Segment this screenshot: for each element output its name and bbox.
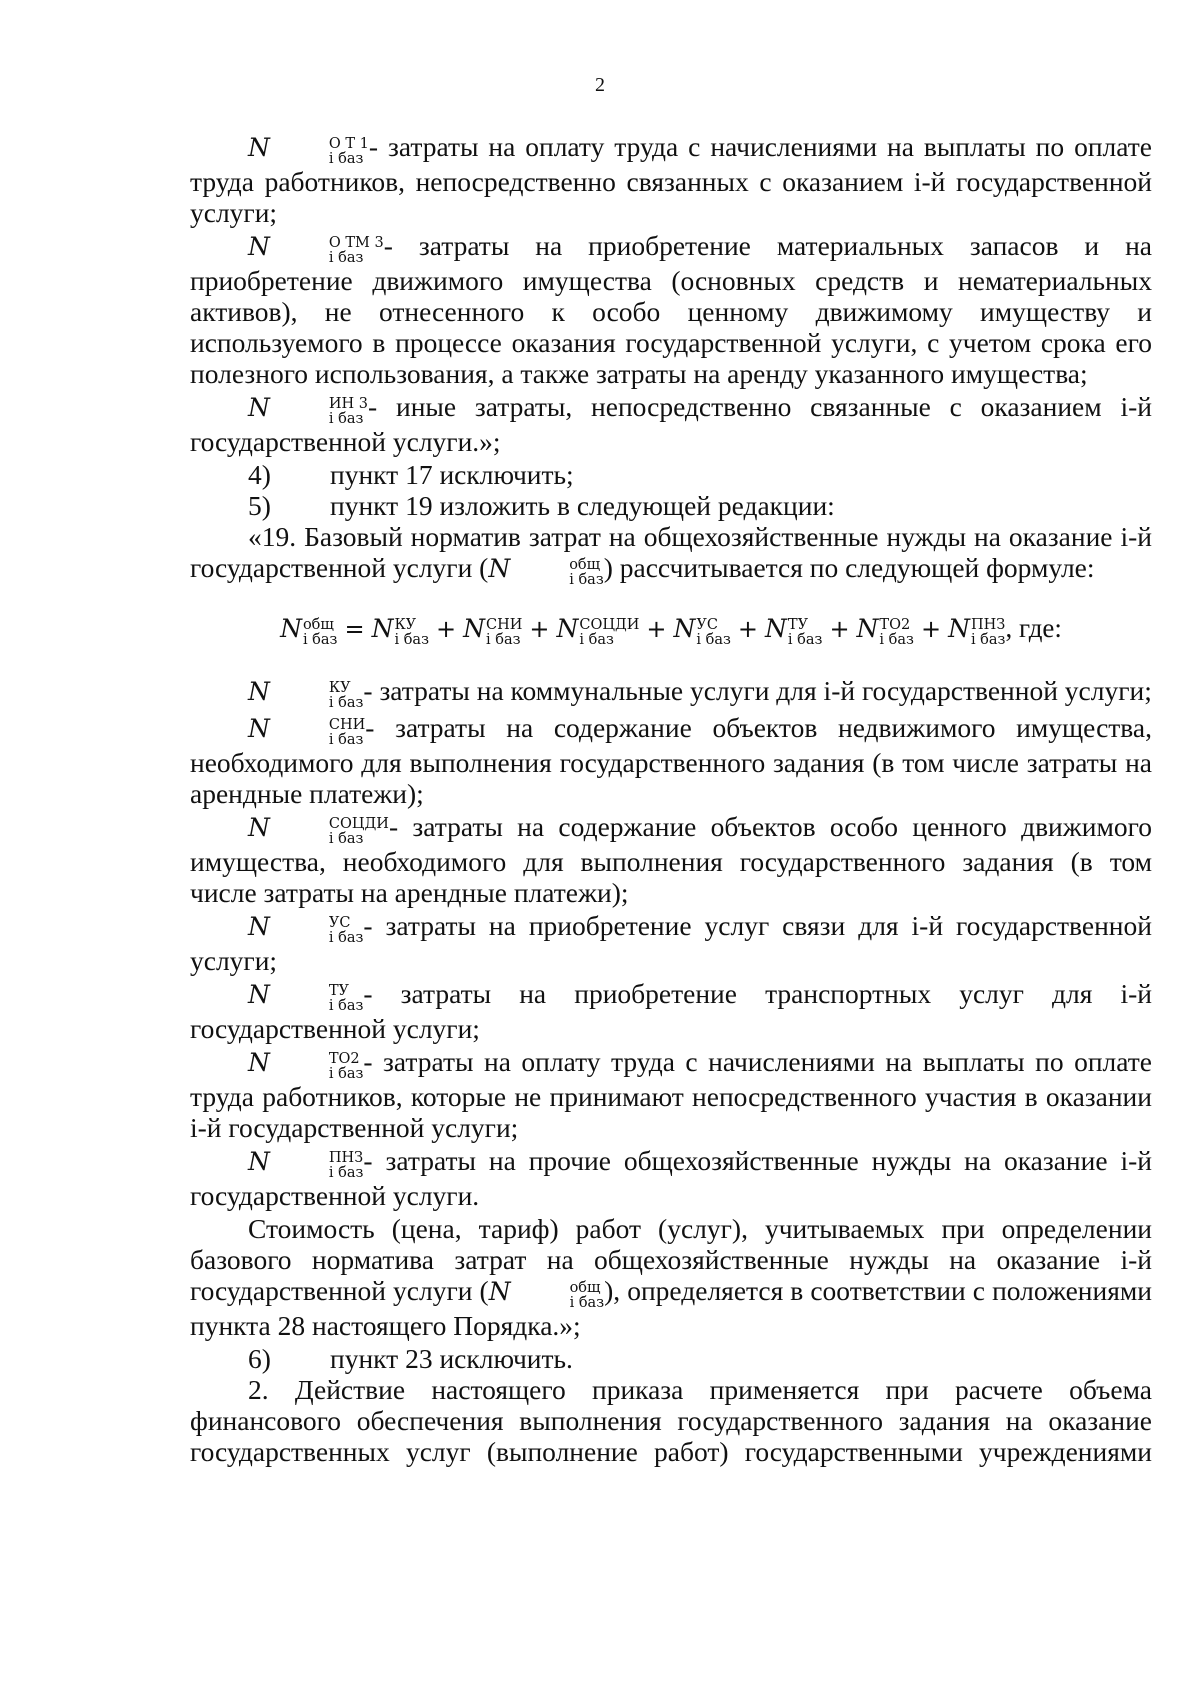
definition-sni: N СНИ i баз - затраты на содержание объектов недвижимого имущества, необходимого для выполнения государственного задания (в том числе затраты на арендные платежи); bbox=[190, 712, 1152, 810]
definition-otm3: N О ТМ 3 i баз - затраты на приобретение материальных запасов и на приобретение движимого имущества (основных средств и нематериальных активов), не отнесенного к особо ценному движимому имуществу и используемого в процессе оказания государственной услуги, с учетом срока его полезного использования, а также затраты на аренду указанного имущества; bbox=[190, 230, 1152, 390]
definition-us: N УС i баз - затраты на приобретение услуг связи для i-й государственной услуги; bbox=[190, 910, 1152, 977]
paragraph-19: «19. Базовый норматив затрат на общехозяйственные нужды на оказание i-й государственной услуги (N общ i баз ) рассчитывается по следующей формуле: bbox=[190, 521, 1152, 588]
definition-in3: N ИН 3 i баз - иные затраты, непосредственно связанные с оказанием i-й государственной услуги.»; bbox=[190, 391, 1152, 458]
definition-tu: N ТУ i баз - затраты на приобретение транспортных услуг для i-й государственной услуги; bbox=[190, 978, 1152, 1045]
paragraph-2: 2. Действие настоящего приказа применяется при расчете объема финансового обеспечения выполнения государственного задания на оказание государственных услуг (выполнение работ) государственными учреждениями bbox=[190, 1374, 1152, 1468]
list-item-5: 5) пункт 19 изложить в следующей редакции: bbox=[248, 490, 835, 522]
definition-ku: N КУ i баз - затраты на коммунальные услуги для i-й государственной услуги; bbox=[248, 675, 1152, 711]
definition-socdi: N СОЦДИ i баз - затраты на содержание объектов особо ценного движимого имущества, необходимого для выполнения государственного задания (в том числе затраты на арендные платежи); bbox=[190, 811, 1152, 909]
definition-pnz: N ПНЗ i баз - затраты на прочие общехозяйственные нужды на оказание i-й государственной услуги. bbox=[190, 1145, 1152, 1212]
list-item-4: 4) пункт 17 исключить; bbox=[248, 459, 574, 491]
paragraph-cost: Стоимость (цена, тариф) работ (услуг), учитываемых при определении базового норматива затрат на общехозяйственные нужды на оказание i-й государственной услуги (N общ i баз ), определяется в соответствии с положениями пункта 28 настоящего Порядка.»; bbox=[190, 1213, 1153, 1342]
formula-symbol: N О ТМ 3 i баз bbox=[248, 232, 384, 266]
formula: N общ i баз = N КУ i баз + N СНИ i баз + N СОЦДИ i баз + N УС i баз + N ТУ i баз + N ТО2 i баз + N ПНЗ i баз , где: bbox=[280, 613, 1062, 648]
definition-ot1: N О Т 1 i баз - затраты на оплату труда с начислениями на выплаты по оплате труда работников, непосредственно связанных с оказанием i-й государственной услуги; bbox=[190, 131, 1152, 229]
formula-symbol: N общ i баз bbox=[488, 554, 604, 588]
formula-symbol: N О Т 1 i баз bbox=[248, 133, 369, 167]
formula-symbol: N ИН 3 i баз bbox=[248, 393, 368, 427]
list-item-6: 6) пункт 23 исключить. bbox=[248, 1343, 573, 1375]
definition-to2: N ТО2 i баз - затраты на оплату труда с начислениями на выплаты по оплате труда работников, которые не принимают непосредственного участия в оказании i-й государственной услуги; bbox=[190, 1046, 1152, 1144]
page-number: 2 bbox=[595, 74, 605, 96]
document-body bbox=[190, 131, 1152, 1469]
